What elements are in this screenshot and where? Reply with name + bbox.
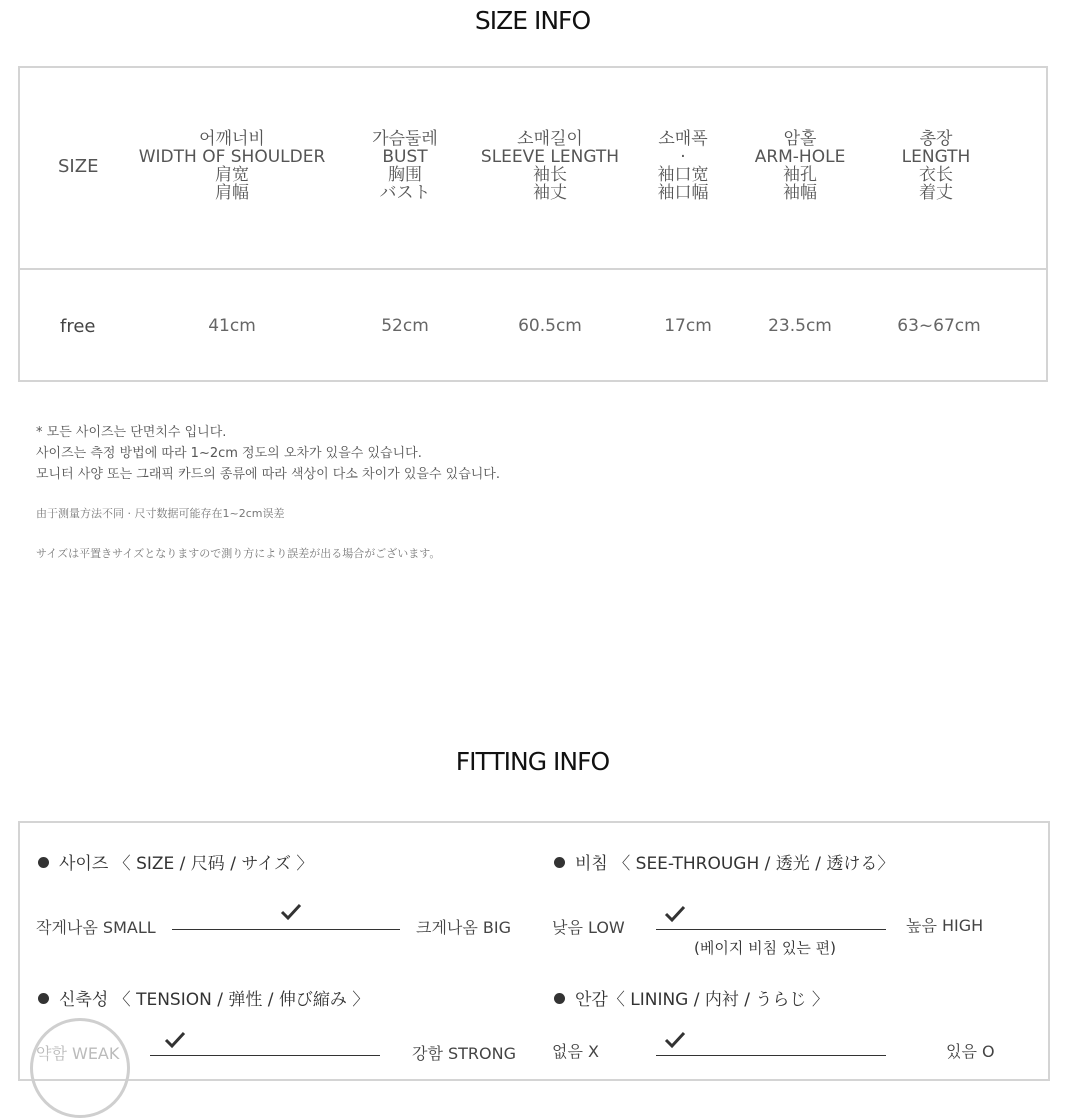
scale-line [656,1055,886,1056]
scale-left-label: 작게나옴 SMALL [36,918,156,937]
row-label-free: free [60,316,96,337]
size-table-divider [20,268,1046,270]
scale-left-label: 없음 X [552,1042,599,1061]
size-notes [36,422,500,485]
note-japanese: サイズは平置きサイズとなりますので測り方により誤差が出る場合がございます。 [36,547,441,560]
watermark-stamp [30,1018,130,1118]
header-arm-hole: 암홀 ARM-HOLE 袖孔 袖幅 [754,129,846,203]
bullet-icon [554,993,565,1004]
header-length: 총장 LENGTH 衣长 着丈 [901,129,971,203]
scale-left-label: 낮음 LOW [552,918,625,937]
value-sleeve-width: 17cm [664,316,712,336]
size-header-label: SIZE [58,156,99,177]
fit-heading-lining: 안감〈 LINING / 内衬 / うらじ 〉 [554,985,829,1010]
bullet-icon [38,993,49,1004]
header-sleeve-width: 소매폭 · 袖口宽 袖口幅 [657,129,709,203]
value-arm-hole: 23.5cm [768,316,832,336]
note-line: * 모든 사이즈는 단면치수 입니다. [36,425,227,440]
header-shoulder: 어깨너비 WIDTH OF SHOULDER 肩宽 肩幅 [138,129,326,203]
scale-right-label: 있음 O [946,1042,995,1061]
value-shoulder: 41cm [208,316,256,336]
scale-line [656,929,886,930]
scale-right-label: 크게나옴 BIG [416,918,512,937]
bullet-icon [38,857,49,868]
fit-heading-see-through: 비침 〈 SEE-THROUGH / 透光 / 透ける〉 [554,849,894,874]
size-info-title: SIZE INFO [474,6,591,35]
note-line: 사이즈는 측정 방법에 따라 1~2cm 정도의 오차가 있을수 있습니다. [36,446,422,461]
see-through-note: (베이지 비침 있는 편) [694,939,836,957]
scale-line [172,929,400,930]
note-chinese: 由于测量方法不同 · 尺寸数据可能存在1~2cm误差 [36,507,285,520]
note-line: 모니터 사양 또는 그래픽 카드의 종류에 따라 색상이 다소 차이가 있을수 있습니다. [36,467,501,482]
scale-right-label: 강함 STRONG [412,1044,517,1063]
fit-heading-tension: 신축성 〈 TENSION / 弹性 / 伸び縮み 〉 [38,985,369,1010]
check-icon [280,903,302,921]
check-icon [664,905,686,923]
scale-right-label: 높음 HIGH [906,916,984,935]
size-table [18,66,1048,382]
header-bust: 가슴둘레 BUST 胸围 バスト [372,129,438,203]
value-length: 63~67cm [897,316,981,336]
value-bust: 52cm [381,316,429,336]
fitting-info-title: FITTING INFO [455,747,610,776]
header-sleeve-length: 소매길이 SLEEVE LENGTH 袖长 袖丈 [480,129,620,203]
scale-left-label: 약함 WEAK [36,1044,120,1063]
fit-heading-size: 사이즈 〈 SIZE / 尺码 / サイズ 〉 [38,849,313,874]
check-icon [664,1031,686,1049]
value-sleeve-length: 60.5cm [518,316,582,336]
bullet-icon [554,857,565,868]
fitting-table [18,821,1050,1081]
scale-line [150,1055,380,1056]
check-icon [164,1031,186,1049]
